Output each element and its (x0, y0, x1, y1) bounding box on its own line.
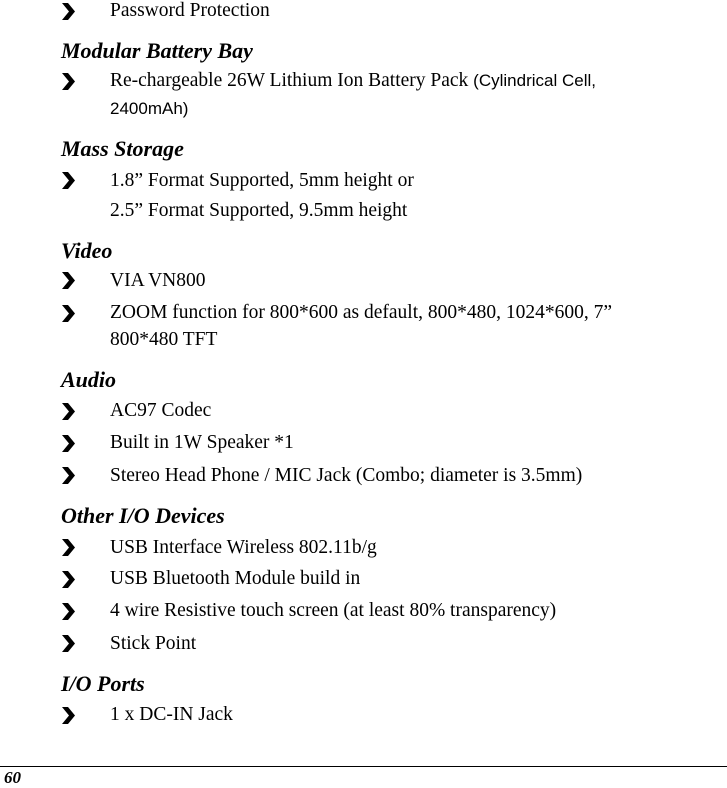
list-item: Stick Point (110, 633, 197, 654)
section-heading-video: Video (61, 238, 113, 263)
section-heading-audio: Audio (61, 367, 117, 392)
chevron-right-icon (62, 272, 75, 289)
list-item-continuation: 2.5” Format Supported, 9.5mm height (110, 200, 408, 221)
chevron-right-icon (62, 635, 75, 652)
list-item: USB Bluetooth Module build in (110, 568, 361, 589)
list-item: 1 x DC-IN Jack (110, 704, 233, 725)
page-number: 60 (4, 768, 21, 787)
chevron-right-icon (62, 707, 75, 724)
list-item: VIA VN800 (110, 270, 206, 291)
list-item: Built in 1W Speaker *1 (110, 432, 294, 453)
chevron-right-icon (62, 3, 75, 20)
chevron-right-icon (62, 172, 75, 189)
list-item: 4 wire Resistive touch screen (at least 80% transparency) (110, 600, 557, 621)
chevron-right-icon (62, 403, 75, 420)
list-item: USB Interface Wireless 802.11b/g (110, 537, 377, 558)
list-item: 1.8” Format Supported, 5mm height or (110, 170, 414, 191)
chevron-right-icon (62, 571, 75, 588)
section-heading-storage: Mass Storage (61, 136, 184, 161)
list-item-text-sans: (Cylindrical Cell, (473, 71, 596, 90)
chevron-right-icon (62, 603, 75, 620)
chevron-right-icon (62, 435, 75, 452)
list-item-continuation: 800*480 TFT (110, 329, 218, 350)
list-item: AC97 Codec (110, 400, 212, 421)
footer-divider (0, 766, 727, 767)
section-heading-io-devices: Other I/O Devices (61, 503, 225, 528)
list-item (110, 70, 707, 92)
chevron-right-icon (62, 73, 75, 90)
chevron-right-icon (62, 539, 75, 556)
chevron-right-icon (62, 305, 75, 322)
list-item: Stereo Head Phone / MIC Jack (Combo; diameter is 3.5mm) (110, 465, 583, 486)
list-item: ZOOM function for 800*600 as default, 800*480, 1024*600, 7” (110, 302, 613, 323)
section-heading-io-ports: I/O Ports (61, 671, 145, 696)
list-item-continuation: 2400mAh) (110, 99, 189, 118)
chevron-right-icon (62, 467, 75, 484)
list-item-text: Re-chargeable 26W Lithium Ion Battery Pack (110, 70, 474, 91)
list-item: Password Protection (110, 0, 270, 21)
section-heading-battery: Modular Battery Bay (61, 38, 253, 63)
